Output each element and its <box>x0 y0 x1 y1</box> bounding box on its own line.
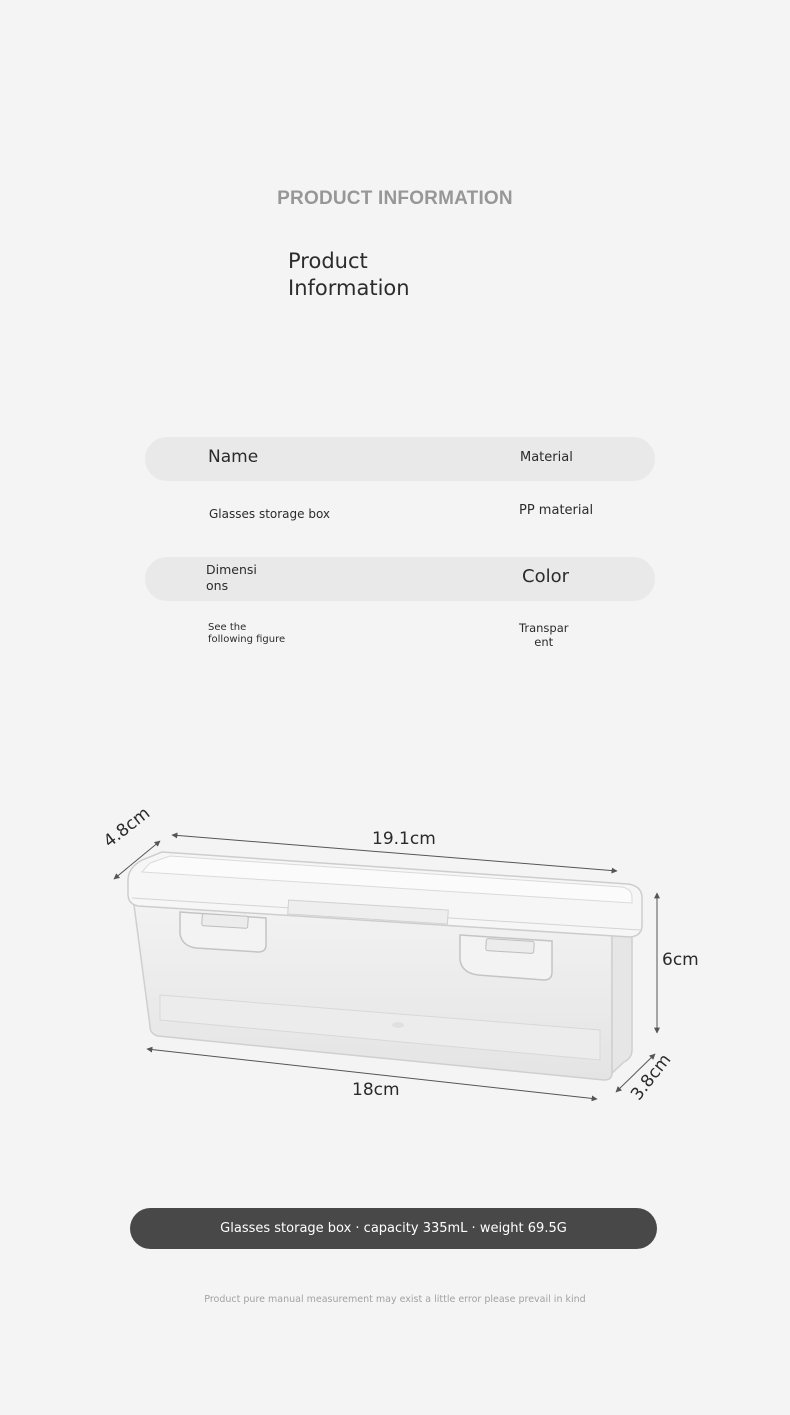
left-clip-tab <box>202 914 249 929</box>
floor-dimple <box>392 1022 404 1028</box>
subtitle-line-1: Product <box>288 249 368 273</box>
material-label: Material <box>520 450 573 465</box>
height-label: 6cm <box>662 950 699 970</box>
name-label: Name <box>208 447 259 467</box>
section-title: PRODUCT INFORMATION <box>277 188 513 209</box>
bottom-depth-label: 3.8cm <box>627 1050 676 1105</box>
dimensions-value-line-2: following figure <box>208 634 286 645</box>
name-value: Glasses storage box <box>209 507 331 521</box>
color-value-line-2: ent <box>534 635 554 649</box>
color-value-line-1: Transpar <box>519 621 569 635</box>
right-clip-tab <box>486 939 535 954</box>
color-label: Color <box>522 566 569 587</box>
top-length-label: 19.1cm <box>372 829 436 849</box>
dimensions-label-line-2: ons <box>206 578 229 593</box>
dimensions-value <box>208 622 285 646</box>
bottom-length-label: 18cm <box>352 1080 400 1100</box>
dimensions-value-line-1: See the <box>208 622 247 633</box>
top-depth-label: 4.8cm <box>100 803 155 852</box>
subtitle <box>288 248 410 302</box>
color-value <box>519 621 568 649</box>
subtitle-line-2: Information <box>288 276 410 300</box>
measurement-note: Product pure manual measurement may exist a little error please prevail in kind <box>204 1294 586 1305</box>
summary-bar <box>130 1208 657 1249</box>
dimensions-label <box>206 562 257 594</box>
dimensions-label-line-1: Dimensi <box>206 562 257 577</box>
summary-text: Glasses storage box · capacity 335mL · weight 69.5G <box>220 1221 567 1236</box>
material-value: PP material <box>519 503 594 518</box>
